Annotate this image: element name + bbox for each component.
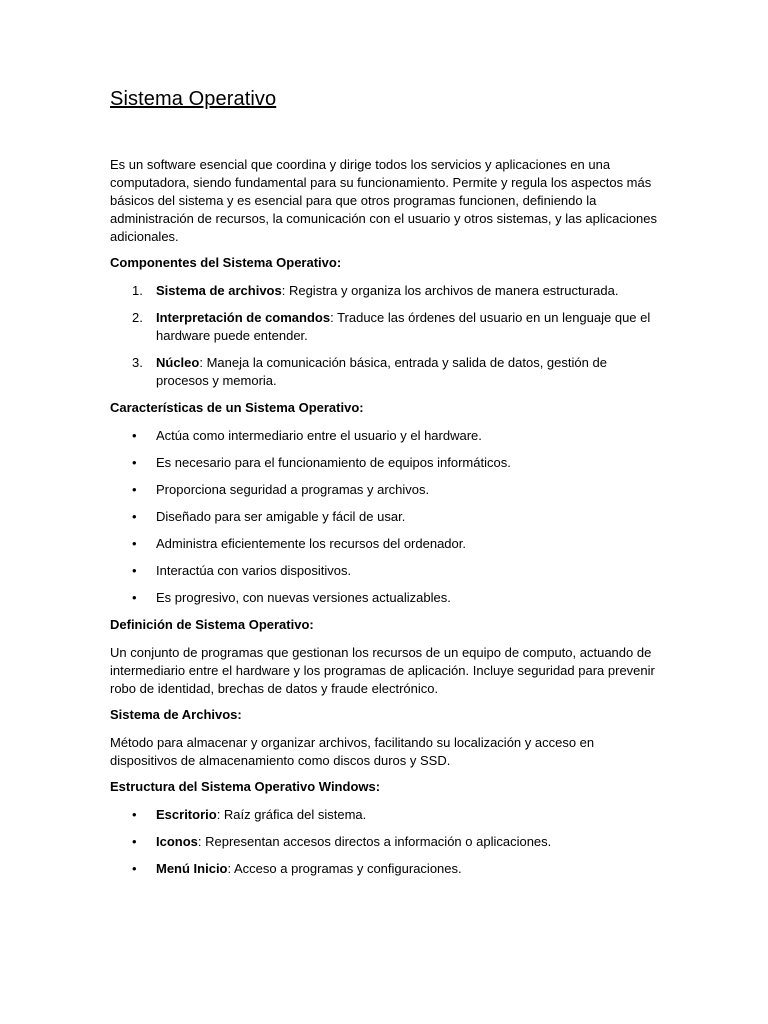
list-item <box>132 860 662 878</box>
list-item-text: : Registra y organiza los archivos de manera estructurada. <box>281 283 619 298</box>
bullet-icon: • <box>132 590 137 605</box>
bullet-icon: • <box>132 455 137 470</box>
bullet-icon: • <box>132 482 137 497</box>
list-item <box>132 535 662 553</box>
list-item <box>132 589 662 607</box>
document-title: Sistema Operativo <box>110 88 277 110</box>
definition-heading: Definición de Sistema Operativo: <box>110 617 314 632</box>
list-item <box>132 833 662 851</box>
bullet-icon: • <box>132 834 137 849</box>
filesystem-paragraph: Método para almacenar y organizar archivos, facilitando su localización y acceso en dispositivos de almacenamiento como discos duros y SSD. <box>110 735 595 768</box>
document-body <box>110 86 662 887</box>
list-number: 1. <box>132 283 143 298</box>
list-item <box>132 282 662 300</box>
list-item-text: : Representan accesos directos a información o aplicaciones. <box>197 834 552 849</box>
list-item-term: Menú Inicio <box>156 861 228 876</box>
bullet-icon: • <box>132 807 137 822</box>
list-item-term: Iconos <box>156 834 198 849</box>
list-item <box>132 562 662 580</box>
list-item-text: : Maneja la comunicación básica, entrada y salida de datos, gestión de procesos y memoria. <box>156 355 607 388</box>
list-item-text: Interactúa con varios dispositivos. <box>156 563 352 578</box>
list-item <box>132 454 662 472</box>
definition-paragraph: Un conjunto de programas que gestionan los recursos de un equipo de computo, actuando de intermediario entre el hardware y los programas de aplicación. Incluye seguridad para prevenir robo de identidad, brechas de datos y fraude electrónico. <box>110 645 655 696</box>
list-item <box>132 508 662 526</box>
bullet-icon: • <box>132 563 137 578</box>
intro-paragraph: Es un software esencial que coordina y dirige todos los servicios y aplicaciones en una computadora, siendo fundamental para su funcionamiento. Permite y regula los aspectos más básicos del sistema y es esencial para que otros programas funcionen, definiendo la administración de recursos, la comunicación con el usuario y otros sistemas, y las aplicaciones adicionales. <box>110 157 657 244</box>
components-list <box>110 282 662 390</box>
list-item-text: : Traduce las órdenes del usuario en un lenguaje que el hardware puede entender. <box>156 310 651 343</box>
list-item-term: Núcleo <box>156 355 200 370</box>
list-item <box>132 309 662 345</box>
filesystem-heading: Sistema de Archivos: <box>110 707 242 722</box>
bullet-icon: • <box>132 509 137 524</box>
characteristics-heading: Características de un Sistema Operativo: <box>110 400 364 415</box>
windows-structure-heading: Estructura del Sistema Operativo Windows: <box>110 779 381 794</box>
list-item-text: Proporciona seguridad a programas y archivos. <box>156 482 430 497</box>
bullet-icon: • <box>132 861 137 876</box>
list-item-text: Diseñado para ser amigable y fácil de usar. <box>156 509 406 524</box>
list-number: 2. <box>132 310 143 325</box>
list-item-text: Actúa como intermediario entre el usuario y el hardware. <box>156 428 482 443</box>
list-item-text: Administra eficientemente los recursos del ordenador. <box>156 536 466 551</box>
list-item-text: Es progresivo, con nuevas versiones actualizables. <box>156 590 451 605</box>
list-item <box>132 481 662 499</box>
characteristics-list <box>110 427 662 607</box>
list-item-term: Escritorio <box>156 807 217 822</box>
components-heading: Componentes del Sistema Operativo: <box>110 255 342 270</box>
bullet-icon: • <box>132 536 137 551</box>
list-item <box>132 354 662 390</box>
windows-structure-list <box>110 806 662 878</box>
list-item-text: Es necesario para el funcionamiento de equipos informáticos. <box>156 455 511 470</box>
list-item-term: Interpretación de comandos <box>156 310 331 325</box>
list-item <box>132 806 662 824</box>
list-item-text: : Raíz gráfica del sistema. <box>216 807 367 822</box>
list-number: 3. <box>132 355 143 370</box>
bullet-icon: • <box>132 428 137 443</box>
list-item-term: Sistema de archivos <box>156 283 282 298</box>
list-item-text: : Acceso a programas y configuraciones. <box>227 861 462 876</box>
list-item <box>132 427 662 445</box>
